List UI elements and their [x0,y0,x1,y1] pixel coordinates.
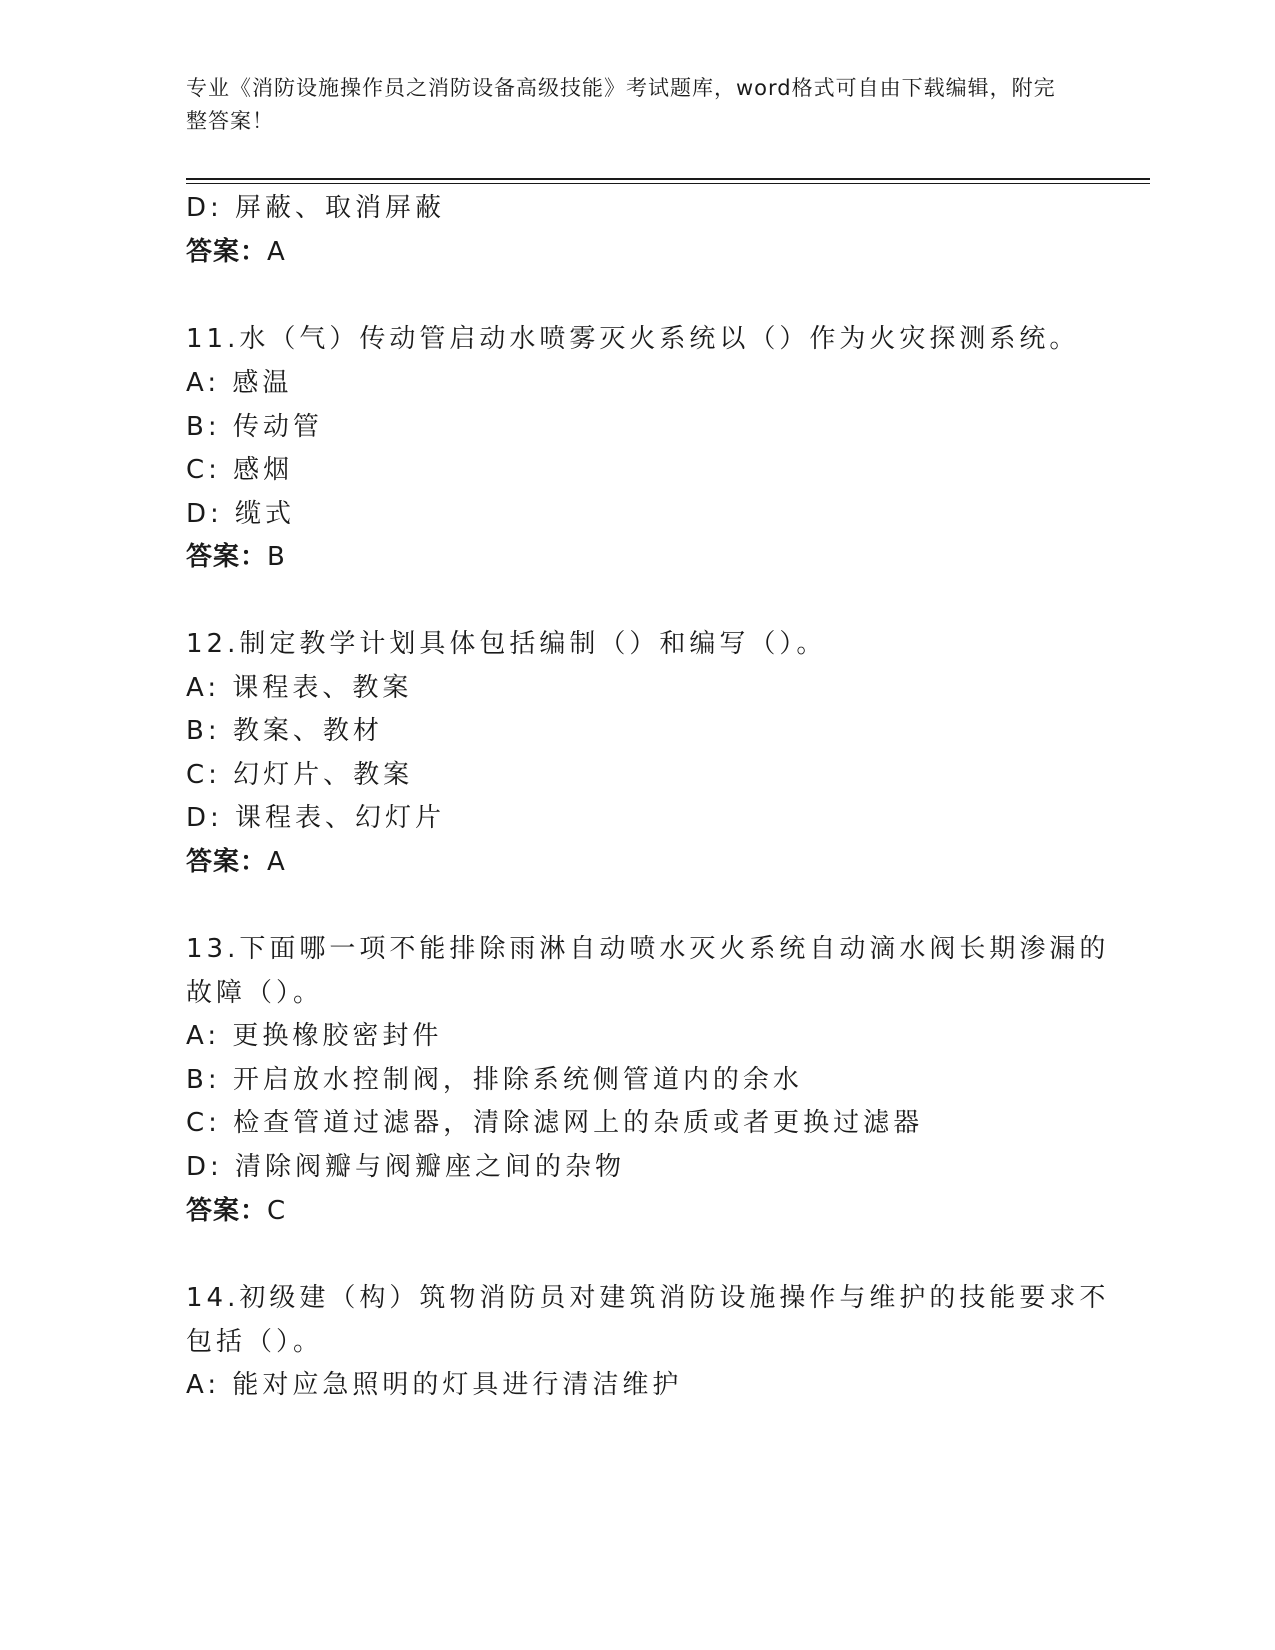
answer-value: B [267,542,286,572]
answer-label: 答案： [186,1196,268,1226]
header-divider-thick [186,178,1150,180]
option-a: A: 能对应急照明的灯具进行清洁维护 [186,1370,683,1400]
header-divider-thin [186,183,1150,184]
option-b: B: 传动管 [186,412,323,442]
answer-line [186,540,286,574]
option-c: C: 幻灯片、教案 [186,760,414,790]
answer-value: C [267,1196,287,1226]
option-b: B: 教案、教材 [186,716,383,746]
option-d: D: 清除阀瓣与阀瓣座之间的杂物 [186,1152,626,1182]
option-d: D: 屏蔽、取消屏蔽 [186,193,446,223]
question-stem: 13.下面哪一项不能排除雨淋自动喷水灭火系统自动滴水阀长期渗漏的 [186,934,1110,964]
option-c: C: 检查管道过滤器，清除滤网上的杂质或者更换过滤器 [186,1108,924,1138]
question-stem: 12.制定教学计划具体包括编制（）和编写（）。 [186,629,827,659]
option-d: D: 缆式 [186,499,296,529]
question-stem: 14.初级建（构）筑物消防员对建筑消防设施操作与维护的技能要求不 [186,1283,1110,1313]
option-a: A: 更换橡胶密封件 [186,1021,443,1051]
answer-line [186,1194,286,1228]
answer-value: A [267,237,286,267]
answer-label: 答案： [186,847,268,877]
option-b: B: 开启放水控制阀，排除系统侧管道内的余水 [186,1065,803,1095]
answer-value: A [267,847,286,877]
answer-line [186,845,286,879]
option-a: A: 感温 [186,368,293,398]
answer-line [186,235,286,269]
option-c: C: 感烟 [186,455,294,485]
option-d: D: 课程表、幻灯片 [186,803,446,833]
question-stem-continued: 故障（）。 [186,978,324,1008]
option-a: A: 课程表、教案 [186,673,413,703]
answer-label: 答案： [186,237,268,267]
document-header: 专业《消防设施操作员之消防设备高级技能》考试题库，word格式可自由下载编辑，附完整答案！ [186,76,1056,133]
question-stem-continued: 包括（）。 [186,1327,324,1357]
answer-label: 答案： [186,542,268,572]
question-stem: 11.水（气）传动管启动水喷雾灭火系统以（）作为火灾探测系统。 [186,324,1080,354]
